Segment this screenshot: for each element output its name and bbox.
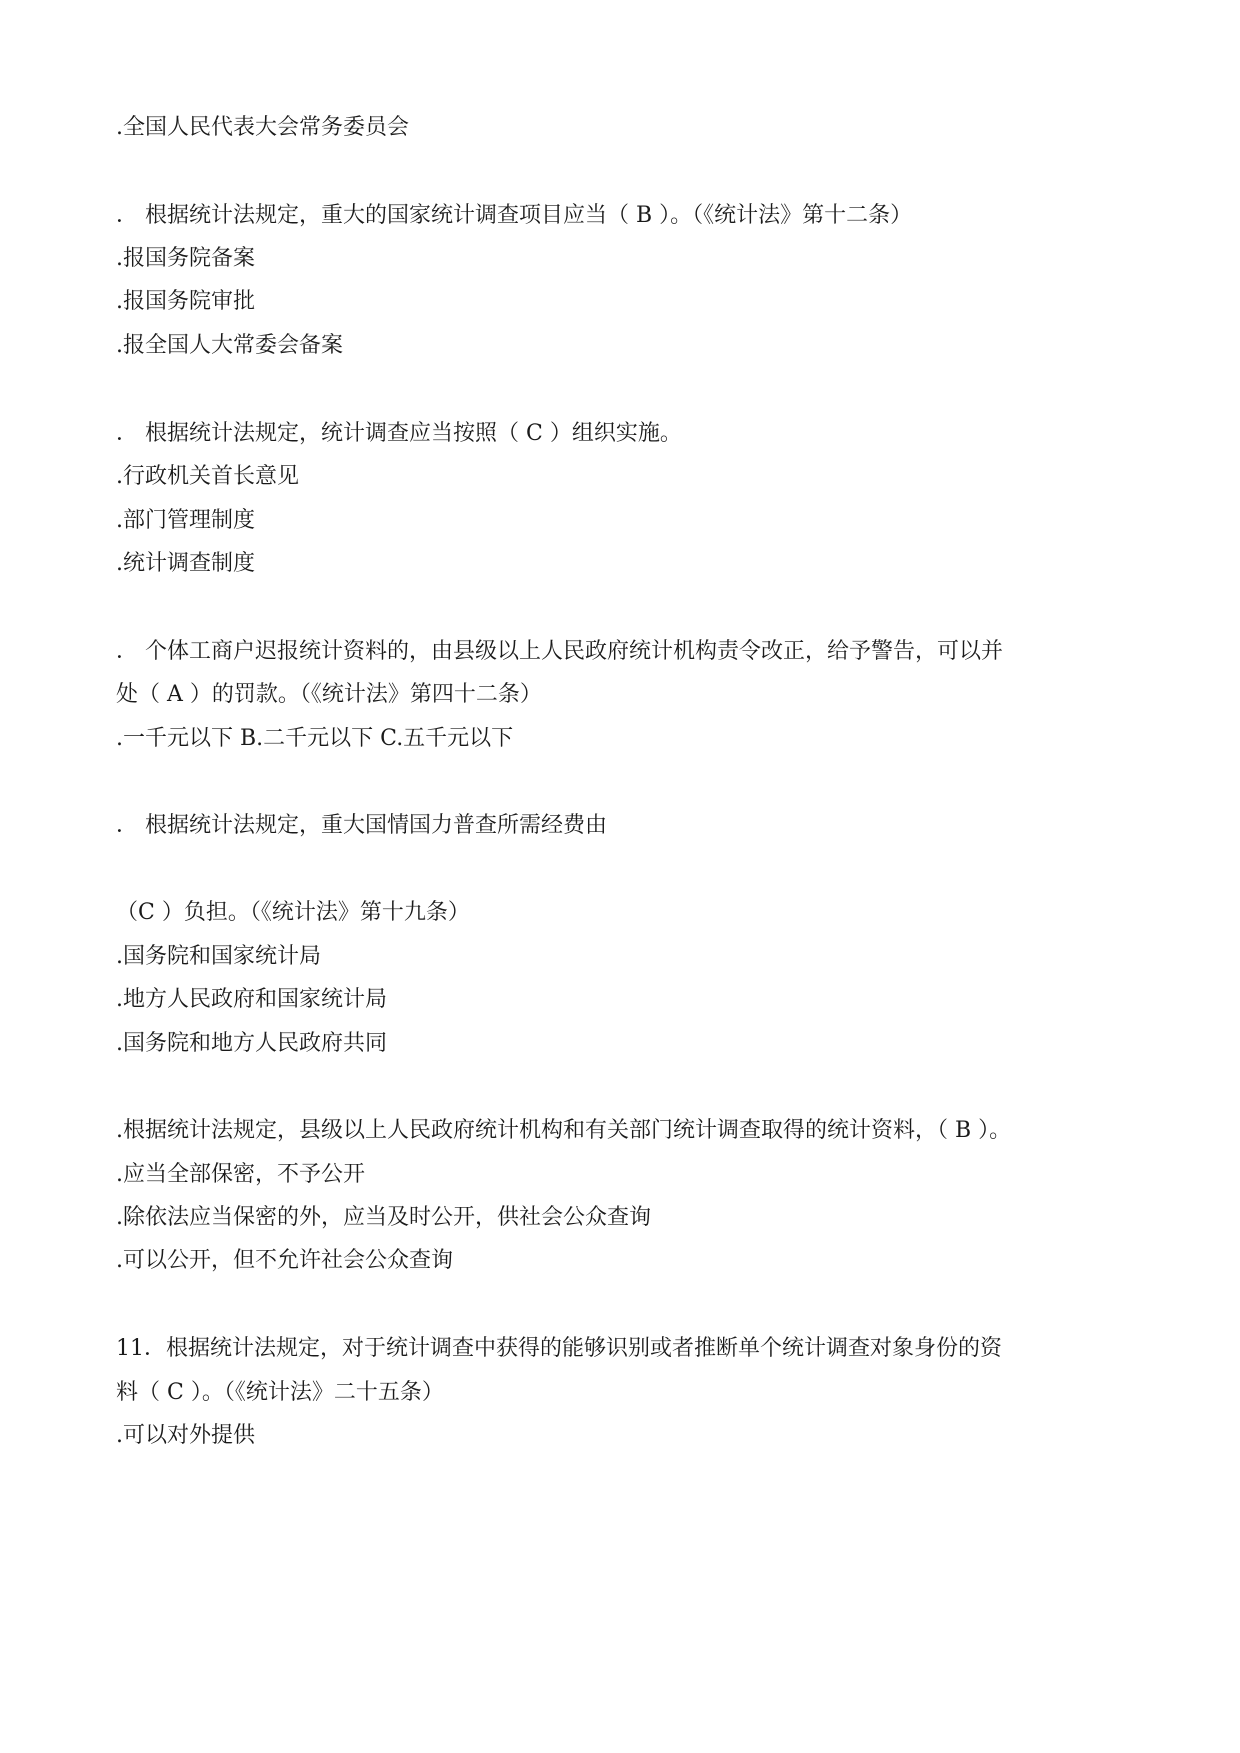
document-page [116,0,1126,1753]
question-line: ． 根据统计法规定，重大国情国力普查所需经费由 [116,813,607,838]
option-line: .部门管理制度 [116,508,255,533]
option-line: .全国人民代表大会常务委员会 [116,115,409,140]
option-line: .可以对外提供 [116,1423,255,1448]
question-line: ． 个体工商户迟报统计资料的，由县级以上人民政府统计机构责令改正，给予警告，可以并 [116,639,1003,664]
option-line: .应当全部保密，不予公开 [116,1162,365,1187]
question-line: 11．根据统计法规定，对于统计调查中获得的能够识别或者推断单个统计调查对象身份的资 [116,1336,1002,1361]
option-line: .报全国人大常委会备案 [116,333,343,358]
option-line: .报国务院审批 [116,289,255,314]
option-line: .统计调查制度 [116,551,255,576]
question-line: .根据统计法规定，县级以上人民政府统计机构和有关部门统计调查取得的统计资料，（ B ）。 [116,1118,1012,1143]
option-line: .一千元以下 B.二千元以下 C.五千元以下 [116,726,514,751]
option-line: .行政机关首长意见 [116,464,299,489]
question-line-continued: （C ）负担。（《统计法》第十九条） [116,900,470,925]
option-line: .国务院和地方人民政府共同 [116,1031,387,1056]
option-line: .地方人民政府和国家统计局 [116,987,387,1012]
option-line: .报国务院备案 [116,246,255,271]
question-line: ． 根据统计法规定，统计调查应当按照（ C ）组织实施。 [116,421,682,446]
question-line-continued: 料（ C ）。（《统计法》二十五条） [116,1380,444,1405]
option-line: .可以公开，但不允许社会公众查询 [116,1248,453,1273]
option-line: .除依法应当保密的外，应当及时公开，供社会公众查询 [116,1205,651,1230]
question-line-continued: 处（ A ）的罚款。（《统计法》第四十二条） [116,682,542,707]
option-line: .国务院和国家统计局 [116,944,321,969]
question-line: ． 根据统计法规定，重大的国家统计调查项目应当（ B ）。（《统计法》第十二条） [116,203,913,228]
